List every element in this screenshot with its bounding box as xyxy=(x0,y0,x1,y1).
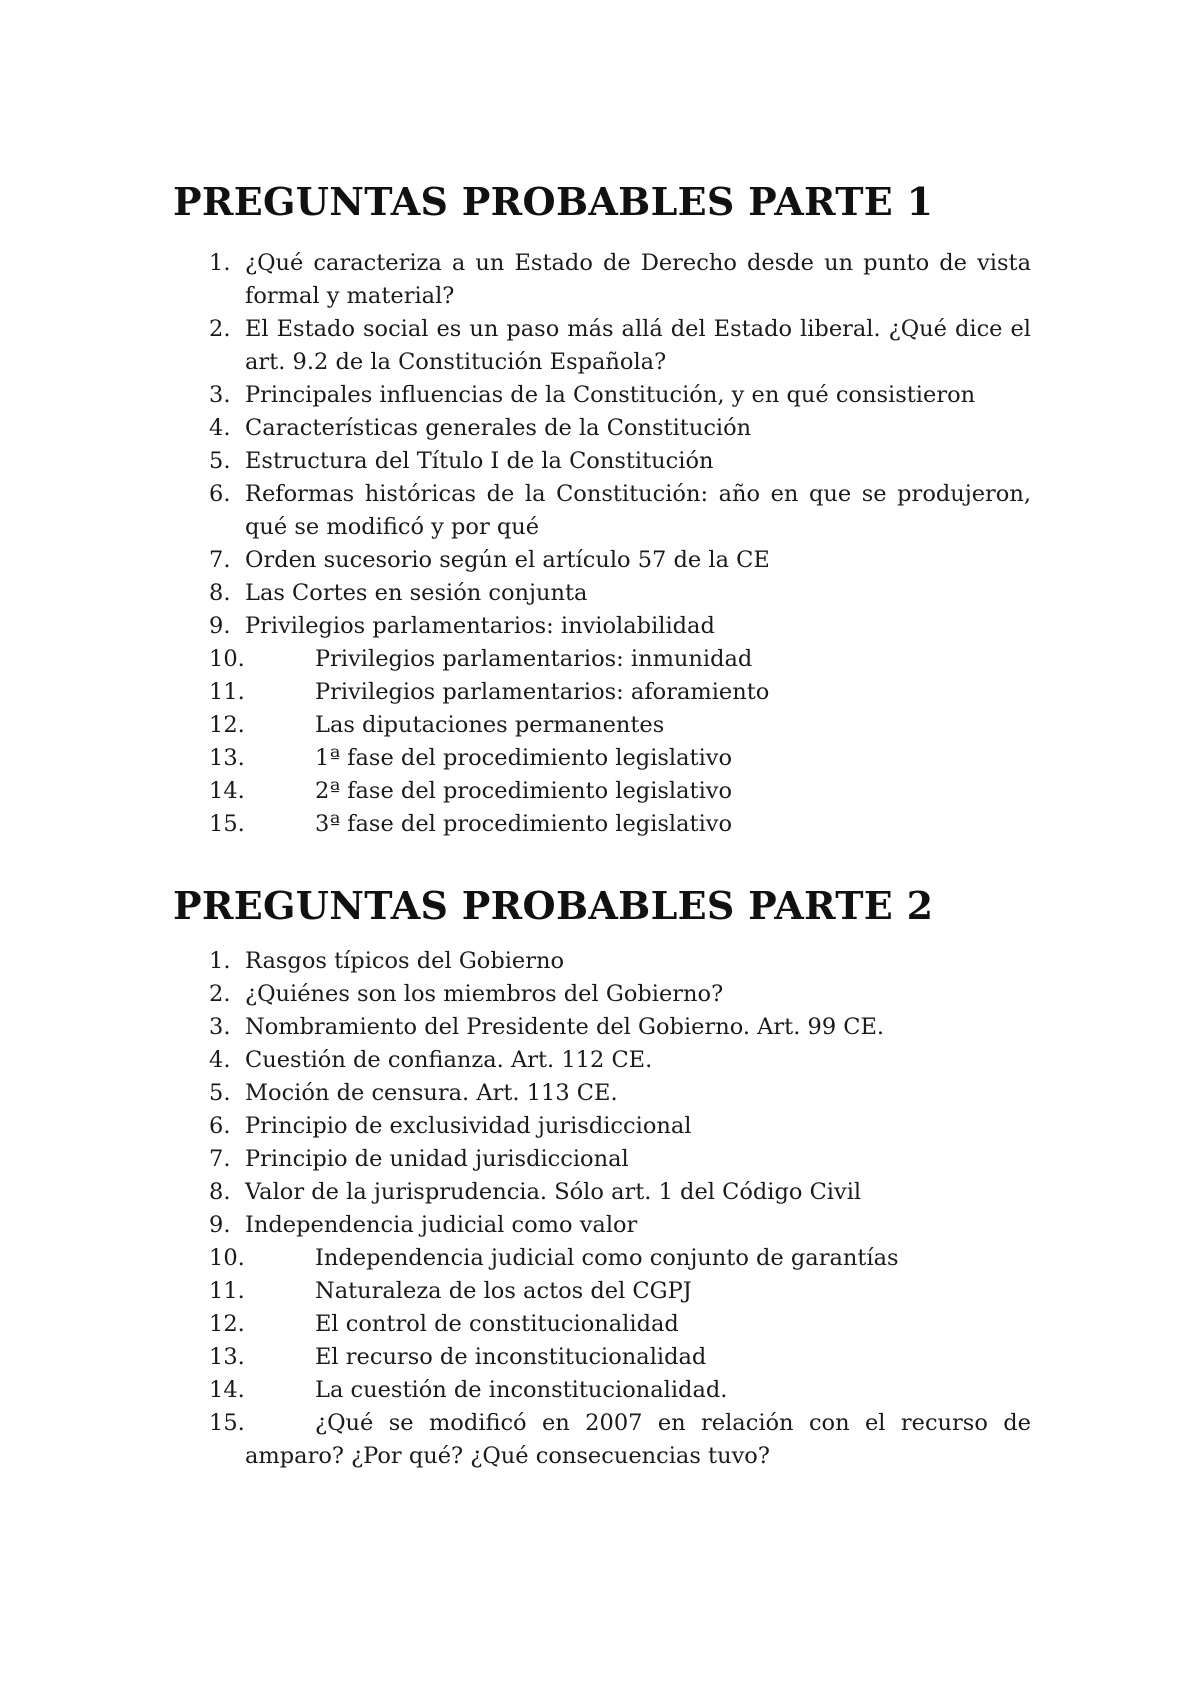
question-number: 1. xyxy=(209,948,231,974)
question-text: Las diputaciones permanentes xyxy=(315,712,665,738)
question-item xyxy=(0,978,1200,1011)
question-text: Privilegios parlamentarios: aforamiento xyxy=(315,679,770,705)
question-item xyxy=(0,643,1200,676)
question-list-part-2 xyxy=(0,945,1200,1473)
question-text: Características generales de la Constitución xyxy=(245,415,752,441)
question-number: 10. xyxy=(209,1245,245,1271)
question-text: La cuestión de inconstitucionalidad. xyxy=(315,1377,728,1403)
question-number: 7. xyxy=(209,547,231,573)
question-item xyxy=(0,247,1200,313)
question-number: 11. xyxy=(209,1278,245,1304)
section-title-part-1: PREGUNTAS PROBABLES PARTE 1 xyxy=(173,179,934,224)
question-text: Reformas históricas de la Constitución: año en que se produjeron, qué se modificó y por qué xyxy=(245,481,1031,540)
question-number: 14. xyxy=(209,778,245,804)
question-number: 12. xyxy=(209,1311,245,1337)
question-number: 3. xyxy=(209,1014,231,1040)
question-text: Independencia judicial como valor xyxy=(245,1212,638,1238)
question-text: El control de constitucionalidad xyxy=(315,1311,679,1337)
question-item xyxy=(0,577,1200,610)
question-number: 9. xyxy=(209,613,231,639)
question-item xyxy=(0,445,1200,478)
question-number: 5. xyxy=(209,448,231,474)
question-item xyxy=(0,412,1200,445)
question-number: 8. xyxy=(209,1179,231,1205)
question-text: Privilegios parlamentarios: inmunidad xyxy=(315,646,753,672)
question-text: Nombramiento del Presidente del Gobierno. Art. 99 CE. xyxy=(245,1014,885,1040)
question-text: Privilegios parlamentarios: inviolabilidad xyxy=(245,613,715,639)
question-item xyxy=(0,1407,1200,1473)
question-item xyxy=(0,1176,1200,1209)
question-item xyxy=(0,1143,1200,1176)
question-item xyxy=(0,1209,1200,1242)
question-item xyxy=(0,1077,1200,1110)
question-item xyxy=(0,676,1200,709)
question-item xyxy=(0,1341,1200,1374)
question-item xyxy=(0,1110,1200,1143)
question-item xyxy=(0,808,1200,841)
question-item xyxy=(0,1374,1200,1407)
question-number: 2. xyxy=(209,981,231,1007)
question-number: 9. xyxy=(209,1212,231,1238)
question-item xyxy=(0,1308,1200,1341)
question-item xyxy=(0,945,1200,978)
question-text: Rasgos típicos del Gobierno xyxy=(245,948,565,974)
question-text: Principio de exclusividad jurisdiccional xyxy=(245,1113,692,1139)
question-number: 13. xyxy=(209,745,245,771)
question-text: Orden sucesorio según el artículo 57 de la CE xyxy=(245,547,770,573)
question-list-part-1 xyxy=(0,247,1200,841)
question-text: Valor de la jurisprudencia. Sólo art. 1 del Código Civil xyxy=(245,1179,862,1205)
question-number: 4. xyxy=(209,1047,231,1073)
question-number: 4. xyxy=(209,415,231,441)
question-text: ¿Quiénes son los miembros del Gobierno? xyxy=(245,981,724,1007)
question-number: 15. xyxy=(209,811,245,837)
question-item xyxy=(0,1242,1200,1275)
question-text: 3ª fase del procedimiento legislativo xyxy=(315,811,733,837)
question-number: 10. xyxy=(209,646,245,672)
question-item xyxy=(0,742,1200,775)
question-number: 11. xyxy=(209,679,245,705)
question-text: Las Cortes en sesión conjunta xyxy=(245,580,588,606)
question-number: 2. xyxy=(209,316,231,342)
question-text: Principio de unidad jurisdiccional xyxy=(245,1146,629,1172)
question-item xyxy=(0,709,1200,742)
question-item xyxy=(0,775,1200,808)
question-text: ¿Qué caracteriza a un Estado de Derecho desde un punto de vista formal y material? xyxy=(245,250,1031,309)
question-number: 6. xyxy=(209,1113,231,1139)
question-number: 7. xyxy=(209,1146,231,1172)
question-item xyxy=(0,544,1200,577)
question-text: Naturaleza de los actos del CGPJ xyxy=(315,1278,692,1304)
section-title-part-2: PREGUNTAS PROBABLES PARTE 2 xyxy=(173,883,934,928)
question-text: El Estado social es un paso más allá del Estado liberal. ¿Qué dice el art. 9.2 de la Constitución Española? xyxy=(245,316,1031,375)
question-number: 8. xyxy=(209,580,231,606)
question-text: 1ª fase del procedimiento legislativo xyxy=(315,745,733,771)
question-number: 5. xyxy=(209,1080,231,1106)
question-number: 12. xyxy=(209,712,245,738)
question-text: El recurso de inconstitucionalidad xyxy=(315,1344,707,1370)
question-item xyxy=(0,379,1200,412)
question-number: 1. xyxy=(209,250,231,276)
question-item xyxy=(0,1011,1200,1044)
question-number: 13. xyxy=(209,1344,245,1370)
question-item xyxy=(0,478,1200,544)
question-text: ¿Qué se modificó en 2007 en relación con el recurso de amparo? ¿Por qué? ¿Qué consecuencias tuvo? xyxy=(245,1410,1031,1469)
question-item xyxy=(0,313,1200,379)
question-text: Estructura del Título I de la Constitución xyxy=(245,448,714,474)
question-number: 3. xyxy=(209,382,231,408)
question-number: 15. xyxy=(209,1410,245,1436)
question-number: 6. xyxy=(209,481,231,507)
question-item xyxy=(0,1044,1200,1077)
question-item xyxy=(0,1275,1200,1308)
question-item xyxy=(0,610,1200,643)
question-text: Cuestión de confianza. Art. 112 CE. xyxy=(245,1047,653,1073)
question-text: Moción de censura. Art. 113 CE. xyxy=(245,1080,618,1106)
question-number: 14. xyxy=(209,1377,245,1403)
question-text: Independencia judicial como conjunto de garantías xyxy=(315,1245,899,1271)
question-text: Principales influencias de la Constitución, y en qué consistieron xyxy=(245,382,976,408)
question-text: 2ª fase del procedimiento legislativo xyxy=(315,778,733,804)
